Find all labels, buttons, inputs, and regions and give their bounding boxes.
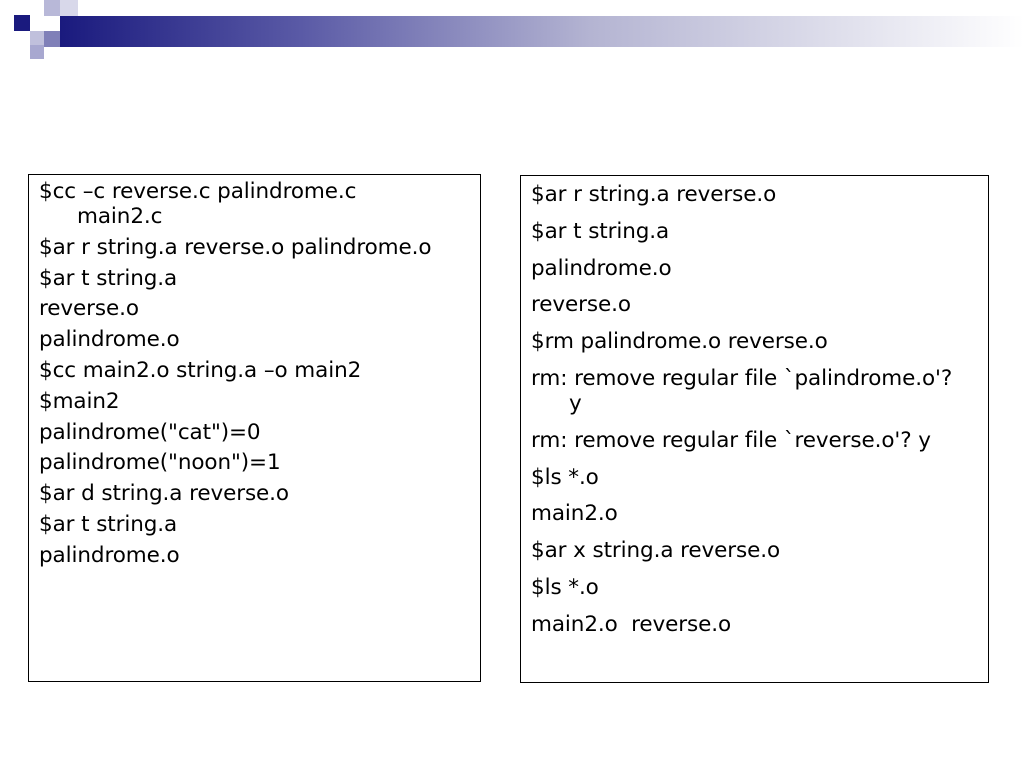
code-line: $cc main2.o string.a –o main2	[39, 357, 362, 383]
code-line: $ls *.o	[531, 574, 599, 600]
header-gradient-bar	[60, 16, 1024, 47]
code-line: $ar t string.a	[39, 265, 178, 291]
code-line: $main2	[39, 388, 120, 414]
code-line: $ar d string.a reverse.o	[39, 481, 289, 507]
code-line: $ar t string.a	[39, 511, 178, 537]
code-line: rm: remove regular file `reverse.o'? y	[531, 427, 931, 453]
code-line: palindrome.o	[39, 327, 180, 353]
code-line: $ar t string.a	[531, 218, 670, 244]
header-square-mid	[44, 31, 60, 47]
code-line-continuation: y	[569, 390, 582, 416]
code-line: $ls *.o	[531, 464, 599, 490]
right-code-panel	[520, 175, 989, 683]
code-line-continuation: main2.c	[77, 204, 163, 229]
code-line: $ar x string.a reverse.o	[531, 538, 781, 564]
code-line: $ar r string.a reverse.o	[531, 182, 777, 207]
code-line: $cc –c reverse.c palindrome.c	[39, 179, 357, 204]
code-line: palindrome.o	[531, 255, 672, 281]
code-line: $rm palindrome.o reverse.o	[531, 329, 828, 355]
code-line: palindrome("cat")=0	[39, 419, 261, 445]
header-square-light-mid	[30, 31, 44, 45]
header-square-dark	[14, 15, 30, 31]
code-line: palindrome("noon")=1	[39, 450, 281, 476]
header-square-pale	[60, 0, 78, 16]
code-line: reverse.o	[39, 296, 139, 322]
code-line: main2.o reverse.o	[531, 611, 732, 637]
code-line: main2.o	[531, 501, 618, 527]
left-code-panel	[28, 174, 481, 682]
header-square-light-bottom	[30, 45, 44, 59]
code-line: reverse.o	[531, 292, 631, 318]
code-line: rm: remove regular file `palindrome.o'?	[531, 365, 953, 391]
header-square-light-top	[44, 0, 60, 16]
code-line: $ar r string.a reverse.o palindrome.o	[39, 234, 432, 260]
code-line: palindrome.o	[39, 542, 180, 568]
